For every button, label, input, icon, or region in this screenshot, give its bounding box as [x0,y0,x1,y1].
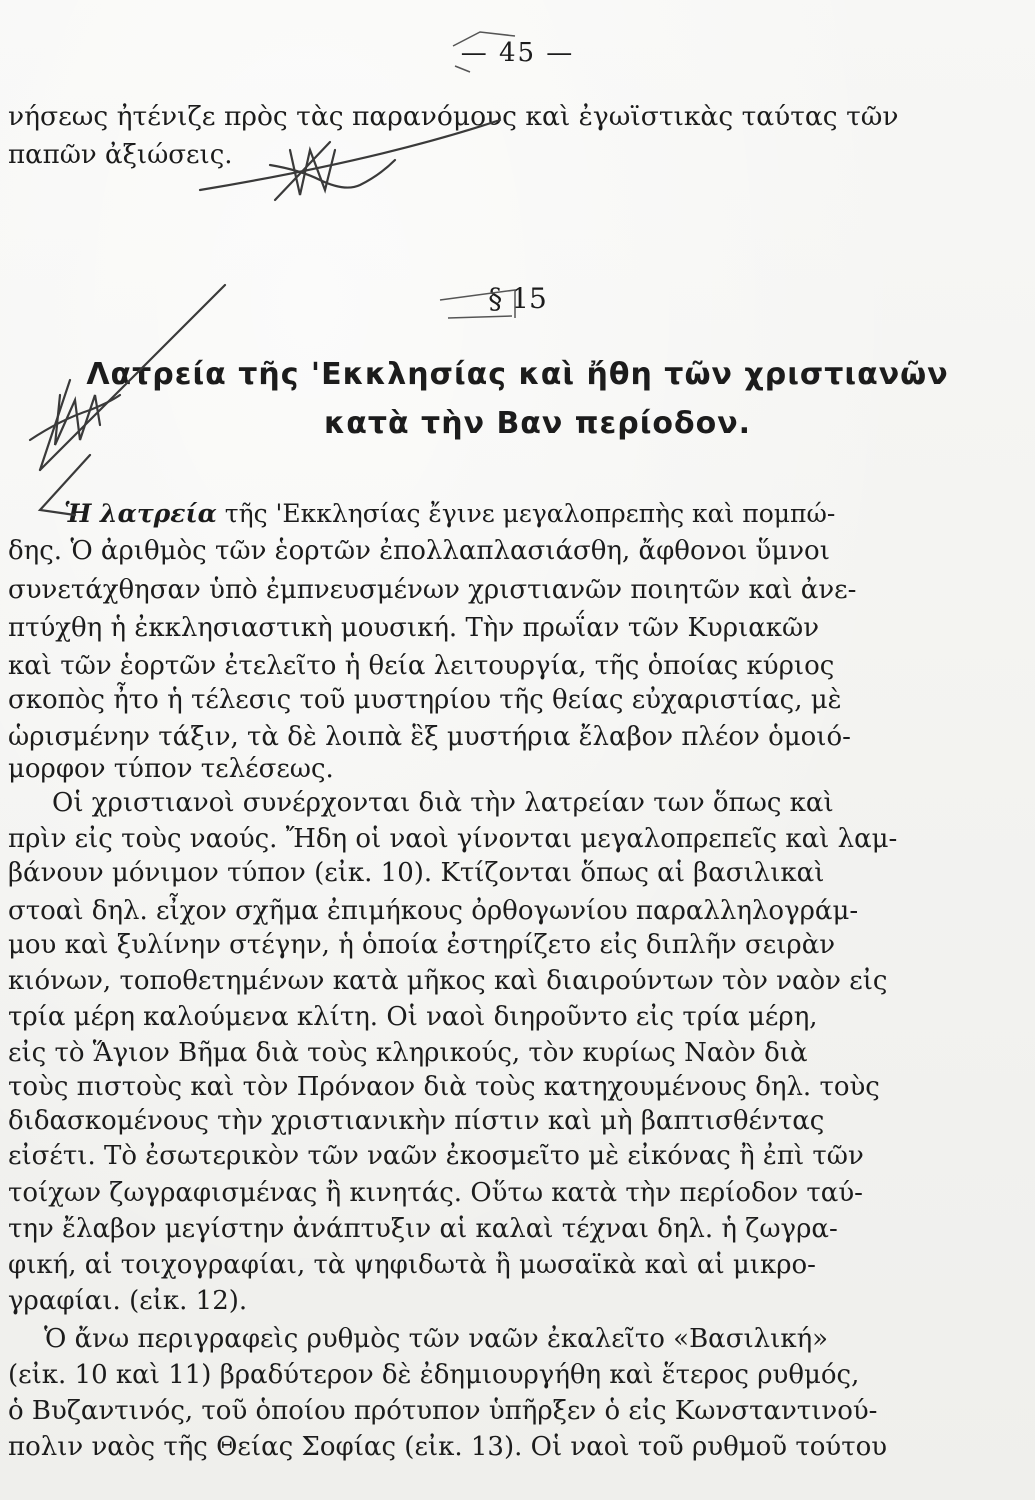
body-line: τοίχων ζωγραφισμένας ἢ κινητάς. Οὕτω κατὰ τὴν περίοδον ταύ- [8,1178,863,1208]
body-line: εἰσέτι. Τὸ ἐσωτερικὸν τῶν ναῶν ἐκοσμεῖτο μὲ εἰκόνας ἢ ἐπὶ τῶν [8,1141,864,1171]
section-number: § 15 [488,282,547,315]
body-line: μου καὶ ξυλίνην στέγην, ἡ ὁποία ἐστηρίζετο εἰς διπλῆν σειρὰν [8,930,836,960]
body-line: πτύχθη ἡ ἐκκλησιαστικὴ μουσική. Τὴν πρωΐαν τῶν Κυριακῶν [8,613,820,643]
top-line-2: παπῶν ἀξιώσεις. [8,140,233,170]
body-line: εἰς τὸ Ἅγιον Βῆμα διὰ τοὺς κληρικούς, τὸν κυρίως Ναὸν διὰ [8,1038,808,1068]
body-line: διδασκομένους τὴν χριστιανικὴν πίστιν καὶ μὴ βαπτισθέντας [8,1106,825,1136]
body-line: την ἔλαβον μεγίστην ἀνάπτυξιν αἱ καλαὶ τέχναι δηλ. ἡ ζωγρα- [8,1214,838,1244]
body-line: ὡρισμένην τάξιν, τὰ δὲ λοιπὰ ἓξ μυστήρια ἔλαβον πλέον ὁμοιό- [8,722,851,752]
scribble-left [30,285,225,515]
body-line: τῆς 'Εκκλησίας ἔγινε μεγαλοπρεπὴς καὶ πομπώ- [224,499,836,528]
lead-word: Ἡ λατρεία [64,499,217,528]
body-line: γραφίαι. (εἰκ. 12). [8,1286,248,1316]
body-line: συνετάχθησαν ὑπὸ ἐμπνευσμένων χριστιανῶν ποιητῶν καὶ ἀνε- [8,575,857,605]
body-line: πολιν ναὸς τῆς Θείας Σοφίας (εἰκ. 13). Οἱ ναοὶ τοῦ ρυθμοῦ τούτου [8,1432,888,1462]
body-line: σκοπὸς ἦτο ἡ τέλεσις τοῦ μυστηρίου τῆς θείας εὐχαριστίας, μὲ [8,685,842,715]
body-line: βάνουν μόνιμον τύπον (εἰκ. 10). Κτίζονται ὅπως αἱ βασιλικαὶ [8,858,825,888]
body-line: μορφον τύπον τελέσεως. [8,754,334,784]
paragraph-first-line [64,497,835,531]
section-heading-line-2: κατὰ τὴν Βαν περίοδον. [323,406,752,441]
body-line: πρὶν εἰς τοὺς ναούς. Ἤδη οἱ ναοὶ γίνονται μεγαλοπρεπεῖς καὶ λαμ- [8,824,898,854]
body-line: καὶ τῶν ἑορτῶν ἐτελεῖτο ἡ θεία λειτουργία, τῆς ὁποίας κύριος [8,651,835,681]
page-number: — 45 — [460,38,575,68]
body-line: φική, αἱ τοιχογραφίαι, τὰ ψηφιδωτὰ ἢ μωσαϊκὰ καὶ αἱ μικρο- [8,1250,816,1280]
body-line: Ὁ ἄνω περιγραφεὶς ρυθμὸς τῶν ναῶν ἐκαλεῖτο «Βασιλική» [44,1324,829,1354]
body-line: κιόνων, τοποθετημένων κατὰ μῆκος καὶ διαιρούντων τὸν ναὸν εἰς [8,966,888,996]
body-line: τρία μέρη καλούμενα κλίτη. Οἱ ναοὶ διηροῦντο εἰς τρία μέρη, [8,1002,818,1032]
top-line-1: νήσεως ἠτένιζε πρὸς τὰς παρανόμους καὶ ἐγωϊστικὰς ταύτας τῶν [8,101,899,132]
body-line: (εἰκ. 10 καὶ 11) βραδύτερον δὲ ἐδημιουργήθη καὶ ἕτερος ρυθμός, [8,1360,860,1390]
body-line: δης. Ὁ ἀριθμὸς τῶν ἑορτῶν ἐπολλαπλασιάσθη, ἄφθονοι ὕμνοι [8,536,830,566]
body-line: ὁ Βυζαντινός, τοῦ ὁποίου πρότυπον ὑπῆρξεν ὁ εἰς Κωνσταντινού- [8,1396,878,1426]
body-line: στοαὶ δηλ. εἶχον σχῆμα ἐπιμήκους ὀρθογωνίου παραλληλογράμ- [8,896,859,926]
body-line: τοὺς πιστοὺς καὶ τὸν Πρόναον διὰ τοὺς κατηχουμένους δηλ. τοὺς [8,1072,880,1102]
section-heading-line-1: Λατρεία τῆς 'Εκκλησίας καὶ ἤθη τῶν χριστιανῶν [86,357,949,392]
body-line: Οἱ χριστιανοὶ συνέρχονται διὰ τὴν λατρείαν των ὅπως καὶ [52,788,834,818]
